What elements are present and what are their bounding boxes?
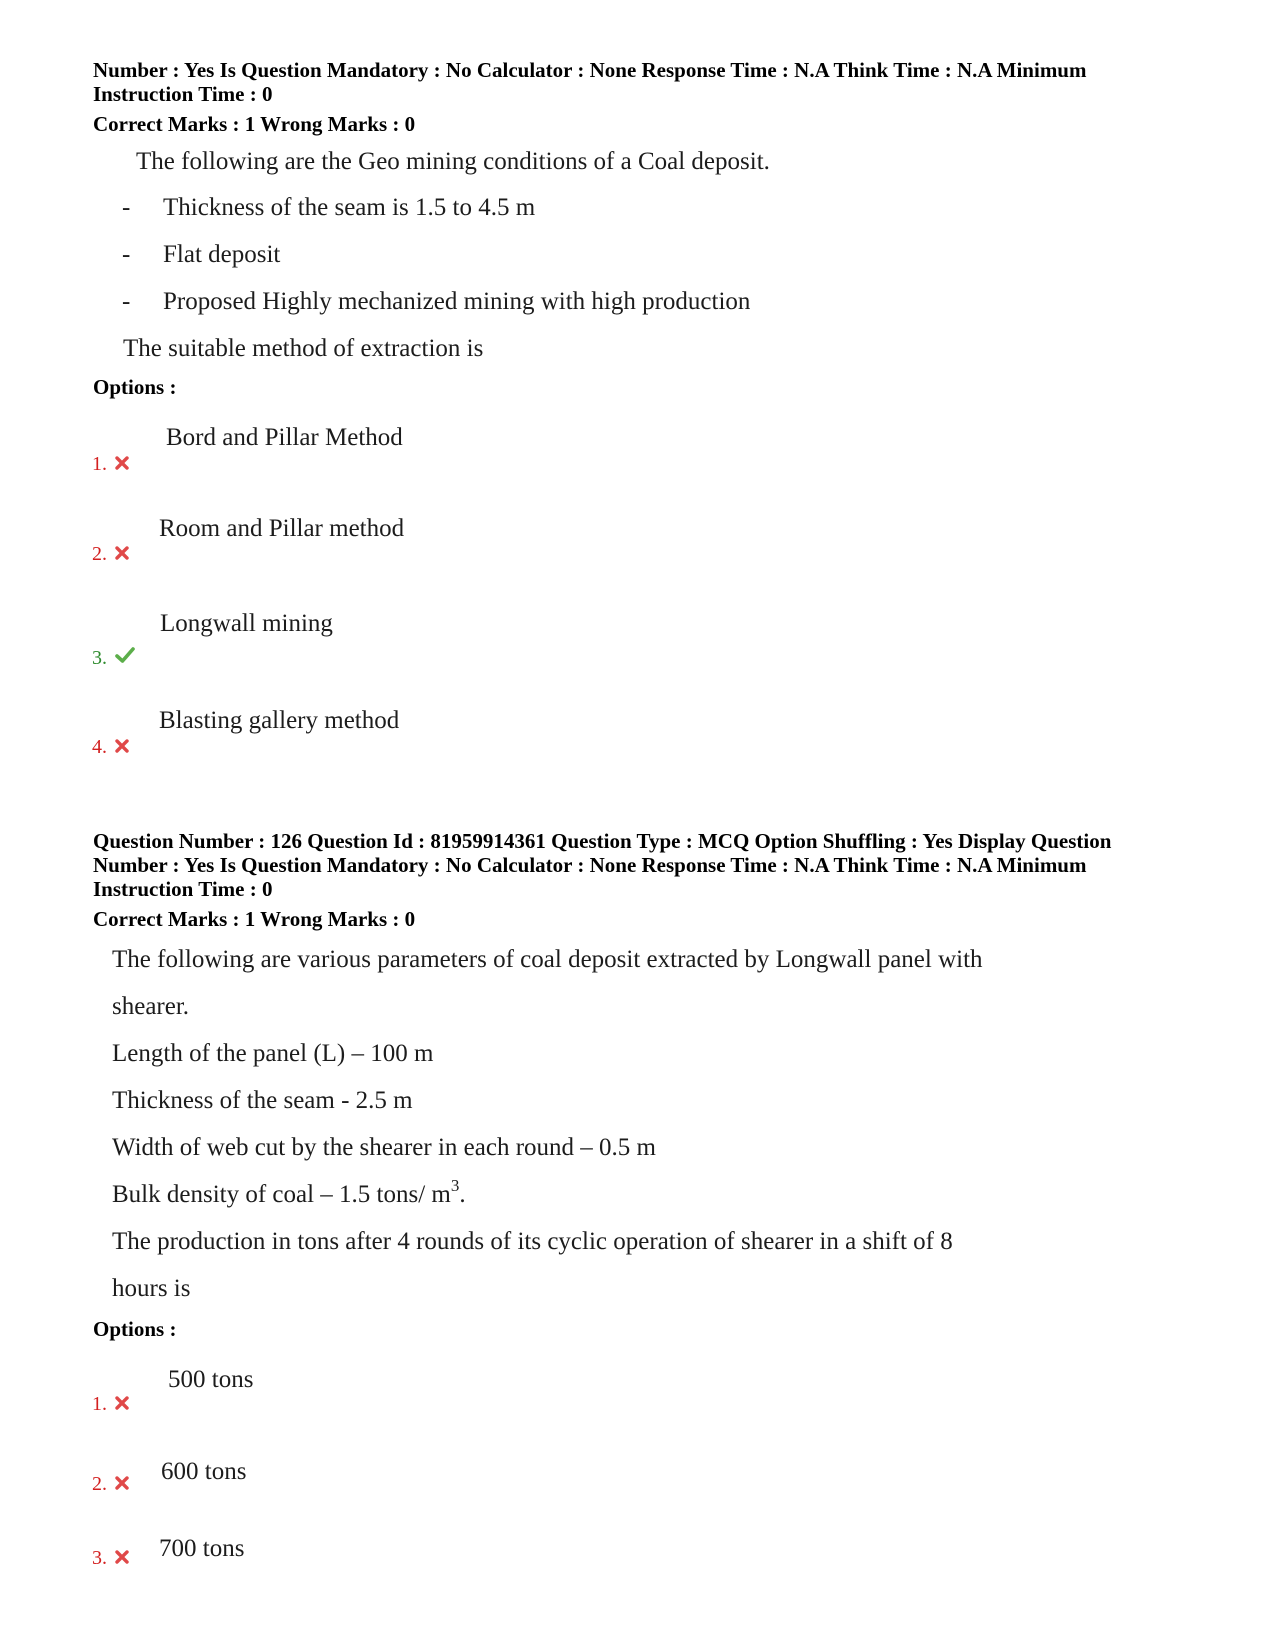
q125-bullet-marker: - (122, 288, 131, 315)
q126-prompt-line1: The production in tons after 4 rounds of its cyclic operation of shearer in a shift of 8 (112, 1228, 953, 1255)
q126-line-3: Length of the panel (L) – 100 m (112, 1040, 434, 1067)
q126-meta-line1: Question Number : 126 Question Id : 81959914361 Question Type : MCQ Option Shuffling : Yes Display Question (93, 829, 1112, 853)
cross-icon (115, 456, 129, 470)
cross-icon (115, 1476, 129, 1490)
density-text: Bulk density of coal – 1.5 tons/ m (112, 1181, 451, 1208)
q126-option-1[interactable] (92, 1392, 129, 1416)
q126-line-2: shearer. (112, 993, 190, 1020)
q126-line-1: The following are various parameters of coal deposit extracted by Longwall panel with (112, 946, 983, 973)
q125-bullet-marker: - (122, 241, 131, 268)
q125-option-2[interactable] (92, 542, 129, 566)
q125-option-4[interactable] (92, 735, 129, 759)
q125-options-label: Options : (93, 375, 177, 399)
q125-option-4-text: Blasting gallery method (159, 707, 400, 734)
q126-meta-line2: Number : Yes Is Question Mandatory : No Calculator : None Response Time : N.A Think Time : N.A Minimum (93, 853, 1087, 877)
q125-intro: The following are the Geo mining conditions of a Coal deposit. (136, 148, 770, 175)
q126-marks: Correct Marks : 1 Wrong Marks : 0 (93, 907, 416, 931)
q125-meta-line2: Instruction Time : 0 (93, 82, 273, 106)
q126-option-2[interactable] (92, 1472, 129, 1496)
density-end: . (459, 1181, 466, 1208)
q125-meta-line1: Number : Yes Is Question Mandatory : No Calculator : None Response Time : N.A Think Time : N.A Minimum (93, 58, 1087, 82)
q125-prompt: The suitable method of extraction is (123, 335, 484, 362)
q125-bullet-3: Proposed Highly mechanized mining with high production (163, 288, 751, 315)
check-icon (115, 646, 135, 664)
q125-bullet-2: Flat deposit (163, 241, 281, 268)
cross-icon (115, 546, 129, 560)
option-number: 2. (92, 1473, 107, 1495)
q126-line-5: Width of web cut by the shearer in each round – 0.5 m (112, 1134, 656, 1161)
q126-option-1-text: 500 tons (168, 1366, 254, 1393)
q125-bullet-1: Thickness of the seam is 1.5 to 4.5 m (163, 194, 536, 221)
density-superscript: 3 (450, 1175, 460, 1195)
q125-option-1[interactable] (92, 452, 129, 476)
q126-options-label: Options : (93, 1317, 177, 1341)
q126-line-4: Thickness of the seam - 2.5 m (112, 1087, 413, 1114)
q125-option-2-text: Room and Pillar method (159, 515, 405, 542)
option-number: 3. (92, 1547, 107, 1569)
cross-icon (115, 1550, 129, 1564)
q126-option-3[interactable] (92, 1546, 129, 1570)
option-number: 3. (92, 647, 107, 669)
cross-icon (115, 1396, 129, 1410)
cross-icon (115, 739, 129, 753)
q125-option-1-text: Bord and Pillar Method (166, 424, 403, 451)
option-number: 1. (92, 453, 107, 475)
q126-prompt-line2: hours is (112, 1275, 191, 1302)
q126-density-line (112, 1175, 466, 1210)
q126-option-2-text: 600 tons (161, 1458, 247, 1485)
q125-option-3-text: Longwall mining (160, 610, 333, 637)
q125-marks: Correct Marks : 1 Wrong Marks : 0 (93, 112, 416, 136)
option-number: 4. (92, 736, 107, 758)
q126-meta-line3: Instruction Time : 0 (93, 877, 273, 901)
q125-bullet-marker: - (122, 194, 131, 221)
q125-option-3[interactable] (92, 646, 135, 670)
option-number: 2. (92, 543, 107, 565)
q126-option-3-text: 700 tons (159, 1535, 245, 1562)
option-number: 1. (92, 1393, 107, 1415)
